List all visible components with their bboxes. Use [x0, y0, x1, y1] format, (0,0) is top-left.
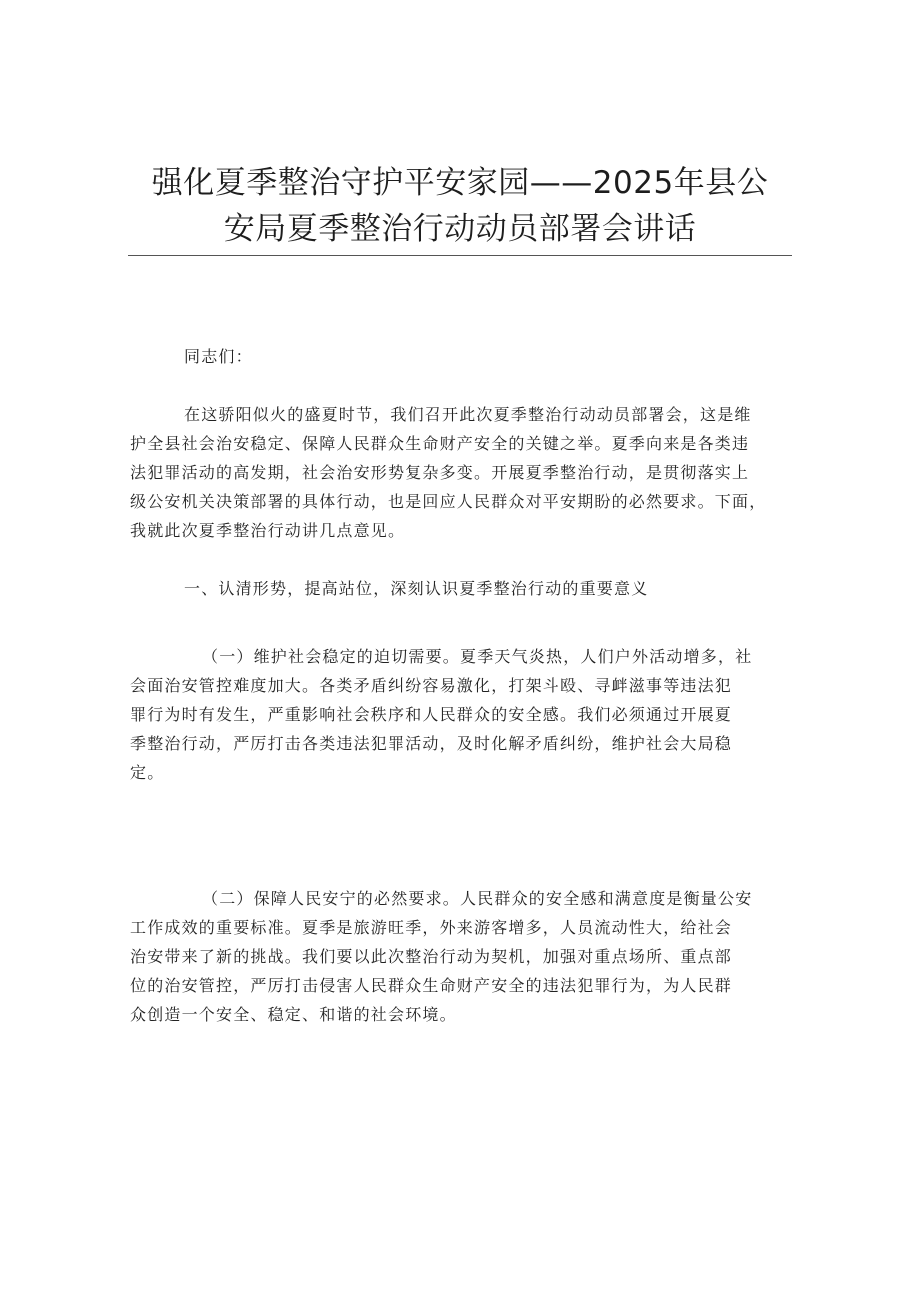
paragraph-1-line: 护全县社会治安稳定、保障人民群众生命财产安全的关键之举。夏季向来是各类违 [130, 434, 750, 453]
paragraph-1-line: 法犯罪活动的高发期，社会治安形势复杂多变。开展夏季整治行动，是贯彻落实上 [130, 463, 750, 482]
paragraph-3-line: 众创造一个安全、稳定、和谐的社会环境。 [130, 1005, 457, 1024]
paragraph-2-line: 罪行为时有发生，严重影响社会秩序和人民群众的安全感。我们必须通过开展夏 [130, 705, 733, 724]
paragraph-3 [130, 884, 790, 1029]
paragraph-3-line: 工作成效的重要标准。夏季是旅游旺季，外来游客增多，人员流动性大，给社会 [130, 918, 733, 937]
paragraph-3-line: 治安带来了新的挑战。我们要以此次整治行动为契机，加强对重点场所、重点部 [130, 947, 733, 966]
title-line-1: 强化夏季整治守护平安家园——2025年县公 [151, 165, 769, 201]
paragraph-1-line: 在这骄阳似火的盛夏时节，我们召开此次夏季整治行动动员部署会，这是维 [184, 405, 752, 424]
section-1-heading: 一、认清形势，提高站位，深刻认识夏季整治行动的重要意义 [184, 579, 649, 598]
paragraph-1-line: 我就此次夏季整治行动讲几点意见。 [130, 521, 406, 540]
paragraph-1 [130, 400, 790, 429]
title-line-2: 安局夏季整治行动动员部署会讲话 [223, 211, 697, 247]
document-title [128, 160, 792, 252]
paragraph-2-line: 季整治行动，严厉打击各类违法犯罪活动，及时化解矛盾纠纷，维护社会大局稳 [130, 734, 733, 753]
paragraph-1-line: 级公安机关决策部署的具体行动，也是回应人民群众对平安期盼的必然要求。下面， [130, 492, 767, 511]
paragraph-2-line: 会面治安管控难度加大。各类矛盾纠纷容易激化，打架斗殴、寻衅滋事等违法犯 [130, 676, 733, 695]
salutation: 同志们： [184, 347, 253, 366]
paragraph-2 [130, 642, 790, 787]
paragraph-2-line: （一）维护社会稳定的迫切需要。夏季天气炎热，人们户外活动增多，社 [202, 647, 753, 666]
paragraph-3-line: 位的治安管控，严厉打击侵害人民群众生命财产安全的违法犯罪行为，为人民群 [130, 976, 733, 995]
opening-block [130, 342, 790, 603]
paragraph-3-line: （二）保障人民安宁的必然要求。人民群众的安全感和满意度是衡量公安 [202, 889, 753, 908]
title-underline [128, 255, 792, 256]
paragraph-2-line: 定。 [130, 763, 165, 782]
